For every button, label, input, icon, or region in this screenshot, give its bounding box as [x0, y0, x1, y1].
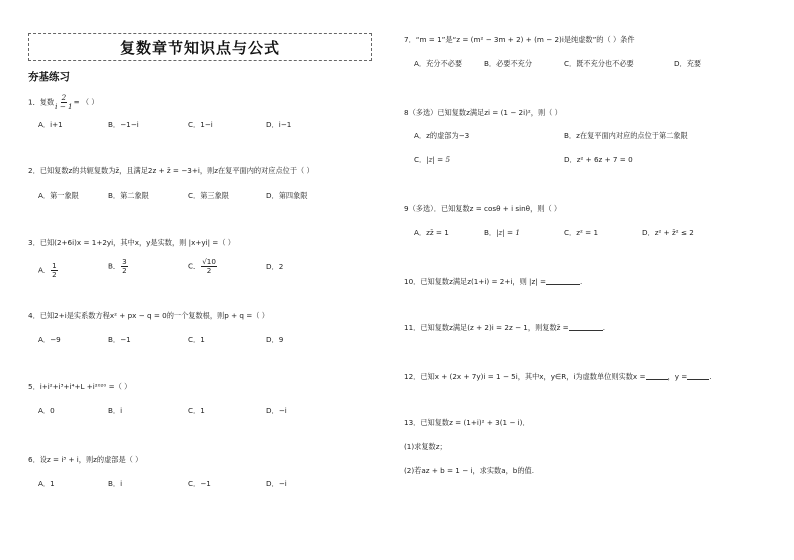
- option-b[interactable]: B．−1: [108, 335, 131, 344]
- answer-blank-x[interactable]: [646, 371, 668, 380]
- question-8-options-row1: [414, 131, 774, 141]
- question-10-text: 10．已知复数z满足z(1+i) = 2+i，则 |z| =: [404, 277, 546, 286]
- option-a[interactable]: A．zz̄ = 1: [414, 228, 449, 237]
- option-c[interactable]: C．第三象限: [188, 191, 229, 200]
- option-c[interactable]: C．z² = 1: [564, 228, 599, 237]
- option-a-numerator: 1: [52, 261, 57, 270]
- question-1-suffix: = （ ）: [73, 97, 99, 107]
- option-b[interactable]: B．i: [108, 479, 123, 488]
- question-8-options-row2: [414, 155, 774, 165]
- question-3-options: [38, 257, 368, 280]
- question-5: 5．i+i²+i³+i⁴+L +i²⁰²⁰ =（ ）: [28, 382, 132, 391]
- answer-blank-y[interactable]: [687, 371, 712, 381]
- option-c[interactable]: C．1−i: [188, 120, 213, 129]
- question-11-end: .: [602, 323, 606, 332]
- option-b-numerator: 3: [122, 257, 127, 266]
- option-b-denominator: 2: [122, 266, 127, 275]
- question-6: 6．设z = i³ + i，则z的虚部是（ ）: [28, 455, 143, 464]
- question-1-denominator: i − 1: [55, 102, 73, 111]
- option-d[interactable]: D．9: [266, 335, 284, 344]
- option-a[interactable]: A．0: [38, 406, 55, 415]
- option-c-denominator: 2: [206, 266, 212, 275]
- option-a-label: A．: [38, 265, 51, 275]
- option-d[interactable]: D．i−1: [266, 120, 292, 129]
- option-c[interactable]: C．1: [188, 406, 205, 415]
- question-12-end: .: [709, 372, 712, 381]
- option-a-denominator: 2: [52, 270, 57, 279]
- option-c[interactable]: [188, 258, 218, 275]
- question-4: 4．已知2+i是实系数方程x² + px − q = 0的一个复数根，则p + q =（ ）: [28, 311, 269, 320]
- question-13: 13．已知复数z = (1+i)² + 3(1 − i)．: [404, 418, 530, 427]
- question-1-options: [38, 120, 368, 130]
- option-d[interactable]: D．−i: [266, 479, 287, 488]
- option-c-expression: |z| = 5: [426, 155, 451, 164]
- option-a[interactable]: A．第一象限: [38, 191, 79, 200]
- option-b-expression: |z| = 1: [496, 228, 520, 237]
- option-d[interactable]: D．2: [266, 262, 284, 271]
- question-10: [404, 276, 582, 287]
- question-4-options: [38, 335, 368, 345]
- title-box: [28, 33, 372, 61]
- option-c-label: C．: [188, 261, 201, 271]
- question-6-options: [38, 479, 368, 489]
- option-d[interactable]: D．第四象限: [266, 191, 308, 200]
- question-2: 2．已知复数z的共轭复数为z̄，且满足2z + z̄ = −3+i，则z在复平面内的对应点位于（ ）: [28, 166, 314, 175]
- option-d[interactable]: D．充要: [674, 59, 702, 68]
- question-2-options: [38, 191, 368, 201]
- option-a[interactable]: [38, 262, 59, 279]
- question-8: 8（多选）已知复数z满足zi = (1 − 2i)²，则（ ）: [404, 108, 562, 117]
- option-b-label: B．: [484, 228, 497, 237]
- section-heading: 夯基练习: [28, 71, 70, 83]
- option-a-fraction: [51, 262, 58, 279]
- option-b-label: B．: [108, 261, 121, 271]
- option-a[interactable]: A．1: [38, 479, 55, 488]
- question-11: [404, 322, 605, 333]
- option-c-numerator: √10: [202, 257, 216, 266]
- question-7: 7．“m = 1”是“z = (m² − 3m + 2) + (m − 2)i是纯虚数”的（ ）条件: [404, 35, 635, 44]
- question-9-options: [414, 228, 774, 238]
- option-c[interactable]: [414, 155, 450, 165]
- option-b-fraction: [121, 258, 128, 275]
- answer-blank[interactable]: [569, 322, 606, 332]
- question-12-text: 12．已知x + (2x + 7y)i = 1 − 5i，其中x，y∈R，i为虚数单位则实数x =: [404, 372, 646, 381]
- option-b[interactable]: [108, 258, 129, 275]
- question-11-text: 11．已知复数z满足(z + 2)i = 2z − 1，则复数z̄ =: [404, 323, 569, 332]
- question-1-fraction: [55, 94, 72, 111]
- question-9: 9（多选）．已知复数z = cosθ + i sinθ，则（ ）: [404, 204, 562, 213]
- option-a[interactable]: A．充分不必要: [414, 59, 463, 68]
- option-c[interactable]: C．−1: [188, 479, 211, 488]
- page-title: 复数章节知识点与公式: [119, 38, 280, 57]
- option-a[interactable]: A．i+1: [38, 120, 63, 129]
- question-12-mid: ，y =: [667, 372, 688, 381]
- option-b[interactable]: B．必要不充分: [484, 59, 533, 68]
- option-b[interactable]: B．−1−i: [108, 120, 139, 129]
- option-c-label: C．: [414, 155, 427, 164]
- option-c-fraction: [201, 258, 217, 275]
- option-d[interactable]: D．z² + z̄² ≤ 2: [642, 228, 694, 237]
- option-b[interactable]: B．i: [108, 406, 123, 415]
- option-a[interactable]: A．z的虚部为−3: [414, 131, 470, 140]
- question-5-options: [38, 406, 368, 416]
- option-c[interactable]: C．1: [188, 335, 205, 344]
- option-b[interactable]: B．z在复平面内对应的点位于第二象限: [564, 131, 688, 140]
- question-10-end: .: [579, 277, 583, 286]
- answer-blank[interactable]: [546, 276, 583, 286]
- option-d[interactable]: D．z² + 6z + 7 = 0: [564, 155, 633, 164]
- option-b[interactable]: [484, 228, 520, 238]
- option-d[interactable]: D．−i: [266, 406, 287, 415]
- option-b[interactable]: B．第二象限: [108, 191, 149, 200]
- question-13-part-1: (1)求复数z；: [404, 442, 447, 451]
- option-c[interactable]: C．既不充分也不必要: [564, 59, 634, 68]
- option-a[interactable]: A．−9: [38, 335, 61, 344]
- question-1: [28, 94, 99, 111]
- question-1-numerator: 2: [61, 93, 67, 102]
- question-7-options: [414, 59, 774, 69]
- question-3: 3．已知(2+6i)x = 1+2yi，其中x，y是实数，则 |x+yi| =（ ）: [28, 238, 235, 247]
- question-12: [404, 371, 712, 382]
- question-13-part-2: (2)若az + b = 1 − i，求实数a，b的值.: [404, 466, 535, 475]
- question-1-prefix: 1．复数: [28, 97, 55, 107]
